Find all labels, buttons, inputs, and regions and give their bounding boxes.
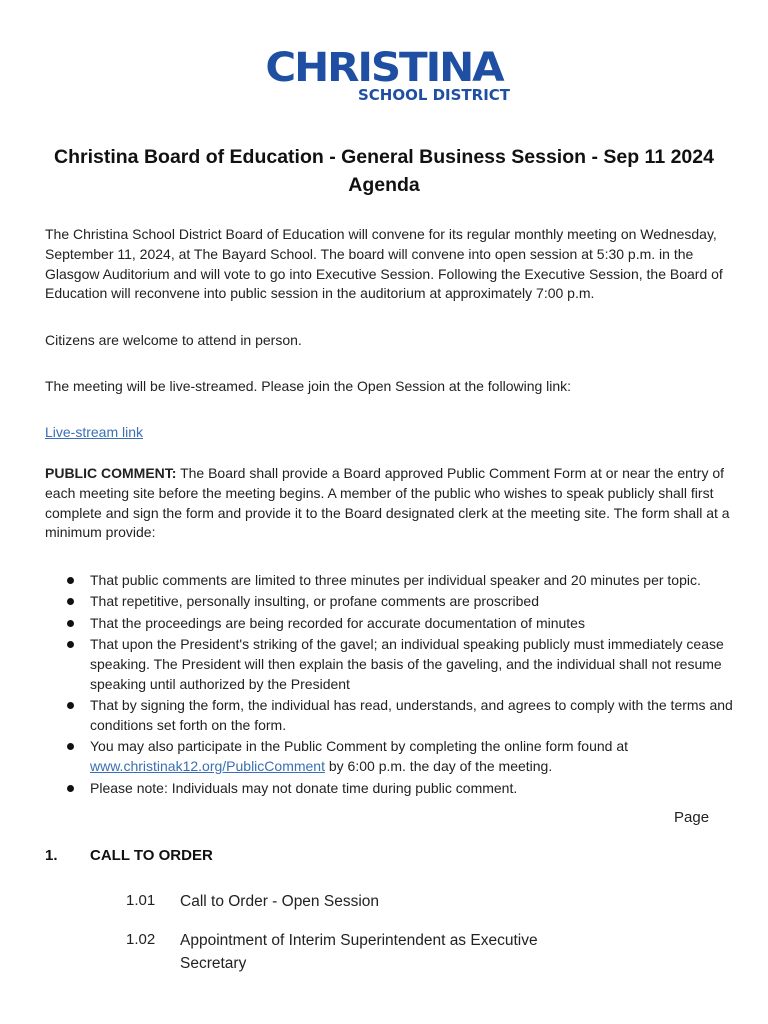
list-item: That by signing the form, the individual has read, understands, and agrees to comply with the terms and conditions set forth on the form. — [45, 696, 735, 736]
bullet-icon — [67, 785, 74, 792]
bullet-icon — [67, 620, 74, 627]
citizens-paragraph: Citizens are welcome to attend in person. — [45, 332, 302, 348]
livestream-paragraph: The meeting will be live-streamed. Please join the Open Session at the following link: — [45, 378, 572, 394]
section-number: 1. — [45, 847, 58, 864]
bullet-icon — [67, 598, 74, 605]
public-comment-text: The Board shall provide a Board approved Public Comment Form at or near the entry of each meeting site before the meeting begins. A member of the public who wishes to speak publicly shall first complete and sign the form and provide it to the Board designated clerk at the meeting site. The form shall at a minimum provide: — [45, 465, 730, 541]
district-logo — [0, 46, 768, 104]
agenda-item-number: 1.01 — [126, 892, 156, 909]
agenda-item-number: 1.02 — [126, 931, 156, 948]
livestream-link-paragraph — [45, 423, 735, 443]
agenda-item-title: Appointment of Interim Superintendent as Executive Secretary — [180, 932, 538, 972]
list-item: That public comments are limited to three minutes per individual speaker and 20 minutes per topic. — [45, 571, 735, 591]
bullet-icon — [67, 743, 74, 750]
section-title: CALL TO ORDER — [90, 847, 213, 864]
page-column-header: Page — [674, 809, 710, 826]
bullet-icon — [67, 577, 74, 584]
public-comment-label: PUBLIC COMMENT: — [45, 465, 177, 481]
public-comment-paragraph — [45, 464, 735, 543]
bullet-icon — [67, 641, 74, 648]
page-title: Christina Board of Education - General Business Session - Sep 11 2024 Agenda — [54, 146, 714, 196]
public-comment-rules-list — [45, 571, 735, 800]
list-item: That repetitive, personally insulting, or profane comments are proscribed — [45, 592, 735, 612]
list-item: That the proceedings are being recorded for accurate documentation of minutes — [45, 614, 735, 634]
list-item: Please note: Individuals may not donate time during public comment. — [45, 779, 735, 799]
public-comment-form-link[interactable]: www.christinak12.org/PublicComment — [90, 758, 325, 775]
bullet-icon — [67, 702, 74, 709]
logo-subtitle: SCHOOL DISTRICT — [357, 86, 511, 104]
list-item: That upon the President's striking of the gavel; an individual speaking publicly must immediately cease speaking. The President will then explain the basis of the gaveling, and the individual shall not resume speaking until authorized by the President — [45, 635, 735, 694]
agenda-item-title: Call to Order - Open Session — [180, 893, 380, 910]
livestream-link[interactable]: Live-stream link — [45, 424, 144, 440]
list-item: You may also participate in the Public Comment by completing the online form found at www.christinak12.org/PublicComment by 6:00 p.m. the day of the meeting. — [45, 737, 735, 777]
logo-wordmark: CHRISTINA — [265, 45, 503, 91]
intro-paragraph: The Christina School District Board of Education will convene for its regular monthly meeting on Wednesday, September 11, 2024, at The Bayard School. The board will convene into open session at 5:30 p.m. in the Glasgow Auditorium and will vote to go into Executive Session. Following the Executive Session, the Board of Education will reconvene into public session in the auditorium at approximately 7:00 p.m. — [45, 226, 723, 302]
